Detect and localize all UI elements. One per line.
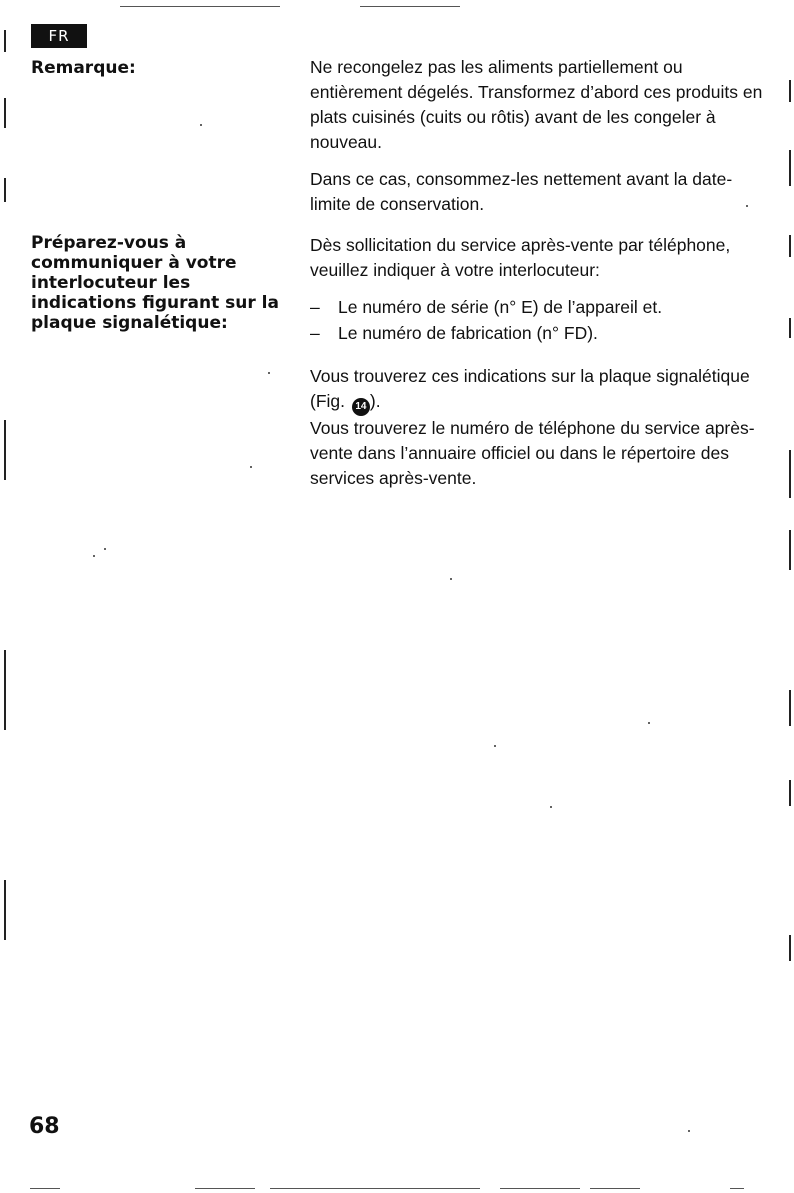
service-item-list — [310, 294, 772, 346]
scan-edge-mark — [789, 690, 791, 726]
service-closing-text-2: Vous trouverez le numéro de téléphone du service après-vente dans l’annuaire officiel ou dans le répertoire des services après-vente. — [310, 418, 755, 488]
scan-rule — [270, 1188, 480, 1189]
service-closing — [310, 364, 772, 491]
service-intro-text: Dès sollicitation du service après-vente par téléphone, veuillez indiquer à votre interlocuteur: — [310, 235, 731, 280]
scan-speck — [648, 722, 650, 724]
scan-speck — [200, 124, 202, 126]
scan-edge-mark — [789, 450, 791, 498]
scan-rule — [730, 1188, 744, 1189]
scan-speck — [450, 578, 452, 580]
scan-edge-mark — [4, 178, 6, 202]
scan-edge-mark — [4, 420, 6, 480]
scan-speck — [746, 205, 748, 207]
list-item — [310, 294, 772, 320]
remark-text-1: Ne recongelez pas les aliments partiellement ou entièrement dégelés. Transformez d’abord ces produits en plats cuisinés (cuits ou rôtis) avant de les congeler à nouveau. — [310, 57, 763, 152]
scan-edge-mark — [4, 98, 6, 128]
dash-bullet: – — [310, 323, 320, 343]
scan-speck — [93, 555, 95, 557]
scan-speck — [550, 806, 552, 808]
scan-rule — [590, 1188, 640, 1189]
scan-edge-mark — [4, 650, 6, 730]
list-item-text: Le numéro de série (n° E) de l’appareil et. — [338, 297, 663, 317]
scan-speck — [104, 548, 106, 550]
scan-speck — [250, 466, 252, 468]
scan-edge-mark — [789, 318, 791, 338]
scan-edge-mark — [4, 30, 6, 52]
scan-edge-mark — [789, 235, 791, 257]
remark-paragraph-1 — [310, 55, 772, 155]
scan-edge-mark — [789, 80, 791, 102]
remark-heading: Remarque: — [31, 58, 136, 78]
scan-edge-mark — [789, 935, 791, 961]
scan-speck — [268, 372, 270, 374]
scan-speck — [688, 1130, 690, 1132]
remark-paragraph-2 — [310, 167, 772, 217]
service-intro — [310, 233, 772, 283]
closing-text-before-ref: Vous trouverez ces indications sur la plaque signalétique (Fig. — [310, 366, 750, 411]
scan-speck — [494, 745, 496, 747]
scan-rule — [360, 6, 460, 7]
scan-rule — [120, 6, 280, 7]
language-badge: FR — [31, 24, 87, 48]
remark-text-2: Dans ce cas, consommez-les nettement avant la date-limite de conservation. — [310, 169, 733, 214]
service-heading: Préparez-vous à communiquer à votre interlocuteur les indications figurant sur la plaque signalétique: — [31, 233, 279, 333]
dash-bullet: – — [310, 297, 320, 317]
scan-rule — [195, 1188, 255, 1189]
list-item-text: Le numéro de fabrication (n° FD). — [338, 323, 598, 343]
scan-edge-mark — [4, 880, 6, 940]
page-number: 68 — [29, 1114, 60, 1139]
list-item — [310, 320, 772, 346]
service-closing-text-1 — [310, 364, 772, 416]
scan-rule — [500, 1188, 580, 1189]
closing-text-after-ref: ). — [369, 391, 381, 411]
figure-reference-badge: 14 — [352, 398, 370, 416]
scan-rule — [30, 1188, 60, 1189]
scan-edge-mark — [789, 530, 791, 570]
scan-edge-mark — [789, 780, 791, 806]
scan-edge-mark — [789, 150, 791, 186]
